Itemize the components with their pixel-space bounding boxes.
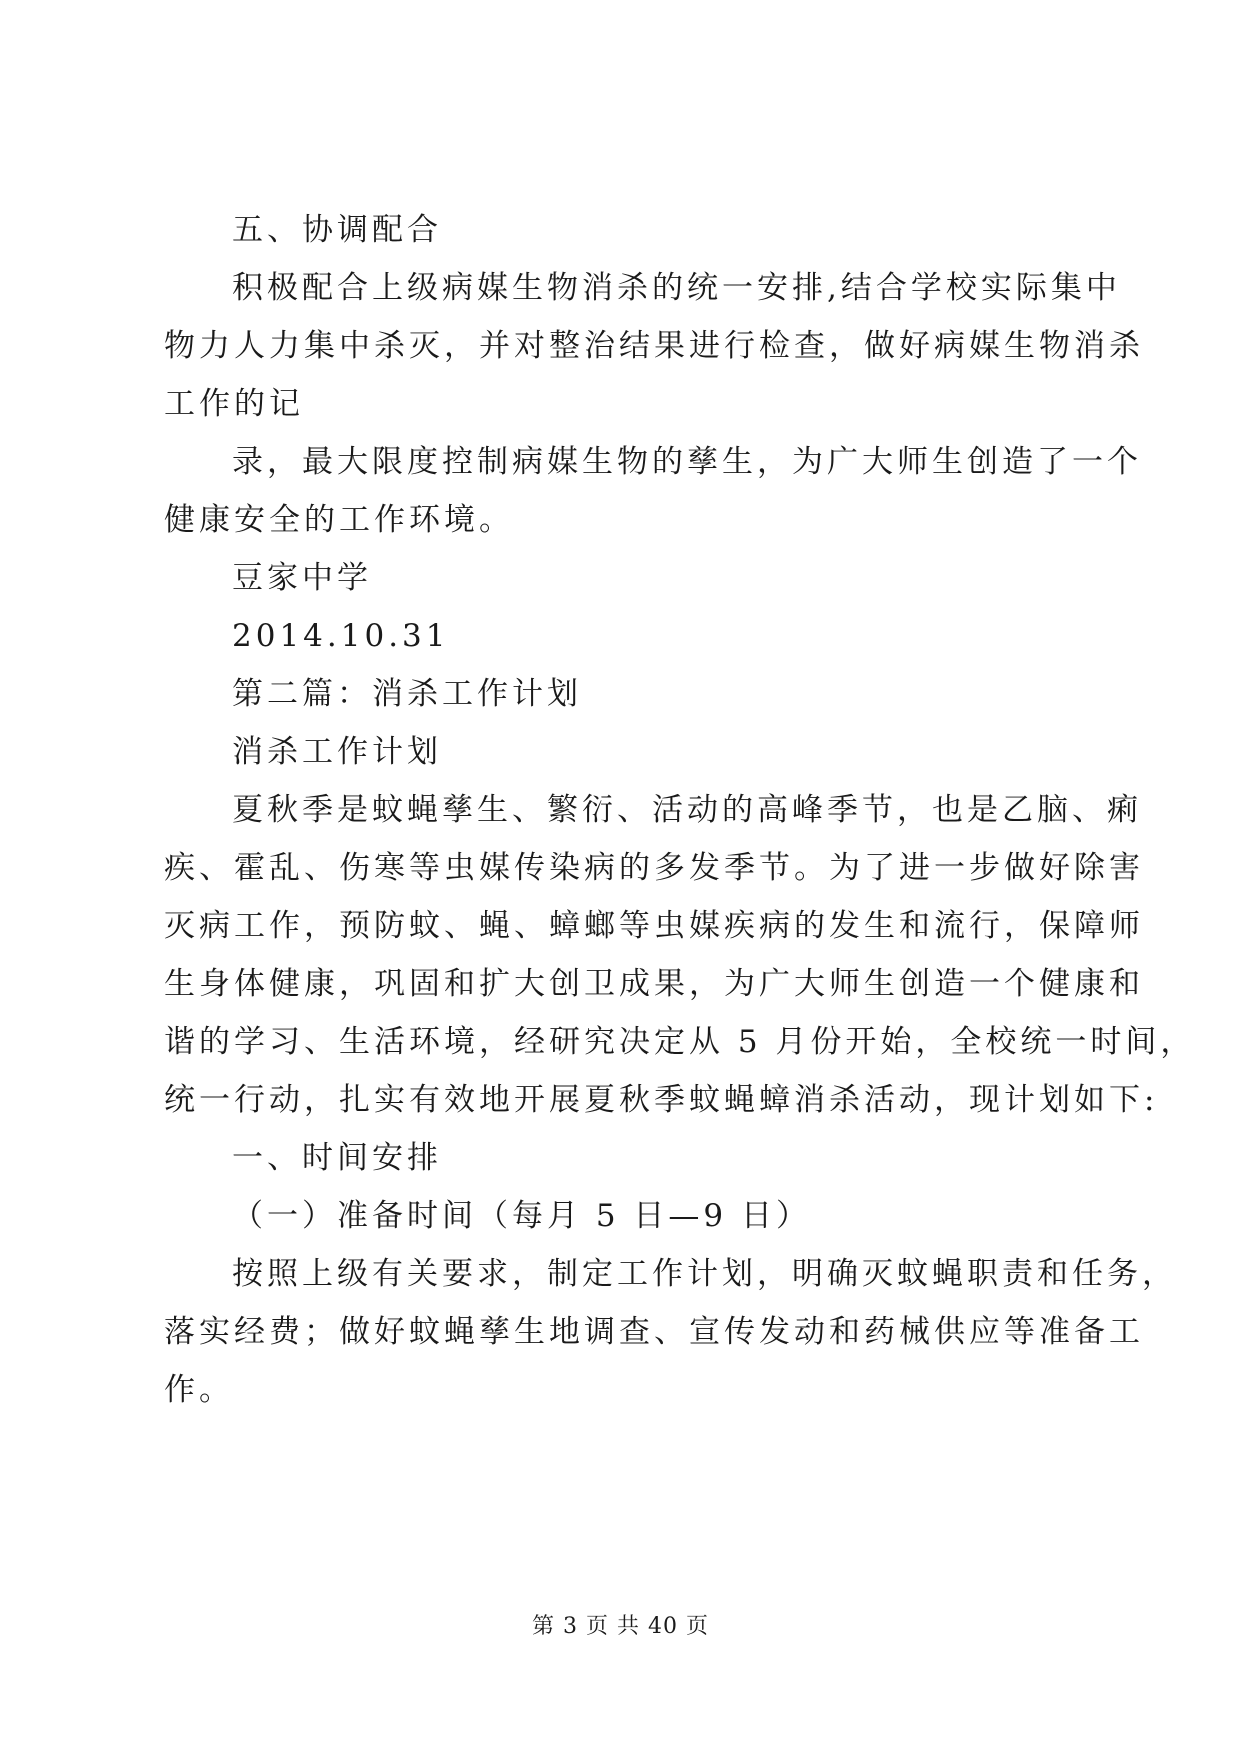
section-heading-schedule: 一、时间安排 [232,1140,442,1176]
paragraph-line: 疾、霍乱、伤寒等虫媒传染病的多发季节。为了进一步做好除害 [164,850,1144,886]
subsection-heading: （一）准备时间（每月 5 日—9 日） [232,1198,812,1234]
signature-school-name: 豆家中学 [232,560,372,596]
paragraph-line: 工作的记 [164,386,304,422]
paragraph-line: 落实经费；做好蚊蝇孳生地调查、宣传发动和药械供应等准备工 [164,1314,1144,1350]
paragraph-line: 灭病工作，预防蚊、蝇、蟑螂等虫媒疾病的发生和流行，保障师 [164,908,1144,944]
page-footer: 第 3 页 共 40 页 [532,1614,709,1639]
paragraph-line: 夏秋季是蚊蝇孳生、繁衍、活动的高峰季节，也是乙脑、痢 [232,792,1142,828]
section-heading-coordination: 五、协调配合 [232,212,442,248]
paragraph-line: 录，最大限度控制病媒生物的孳生，为广大师生创造了一个 [232,444,1142,480]
paragraph-line: 按照上级有关要求，制定工作计划，明确灭蚊蝇职责和任务， [232,1256,1177,1292]
paragraph-line: 作。 [164,1372,234,1408]
paragraph-line: 健康安全的工作环境。 [164,502,514,538]
chapter-heading: 第二篇：消杀工作计划 [232,676,582,712]
paragraph-line: 谐的学习、生活环境，经研究决定从 5 月份开始，全校统一时间， [164,1024,1196,1060]
paragraph-line: 生身体健康，巩固和扩大创卫成果，为广大师生创造一个健康和 [164,966,1144,1002]
paragraph-line: 统一行动，扎实有效地开展夏秋季蚊蝇蟑消杀活动，现计划如下: [164,1082,1159,1118]
signature-date: 2014.10.31 [232,618,450,654]
paragraph-line: 物力人力集中杀灭，并对整治结果进行检查，做好病媒生物消杀 [164,328,1144,364]
paragraph-line: 积极配合上级病媒生物消杀的统一安排,结合学校实际集中 [232,270,1121,306]
document-title: 消杀工作计划 [232,734,442,770]
